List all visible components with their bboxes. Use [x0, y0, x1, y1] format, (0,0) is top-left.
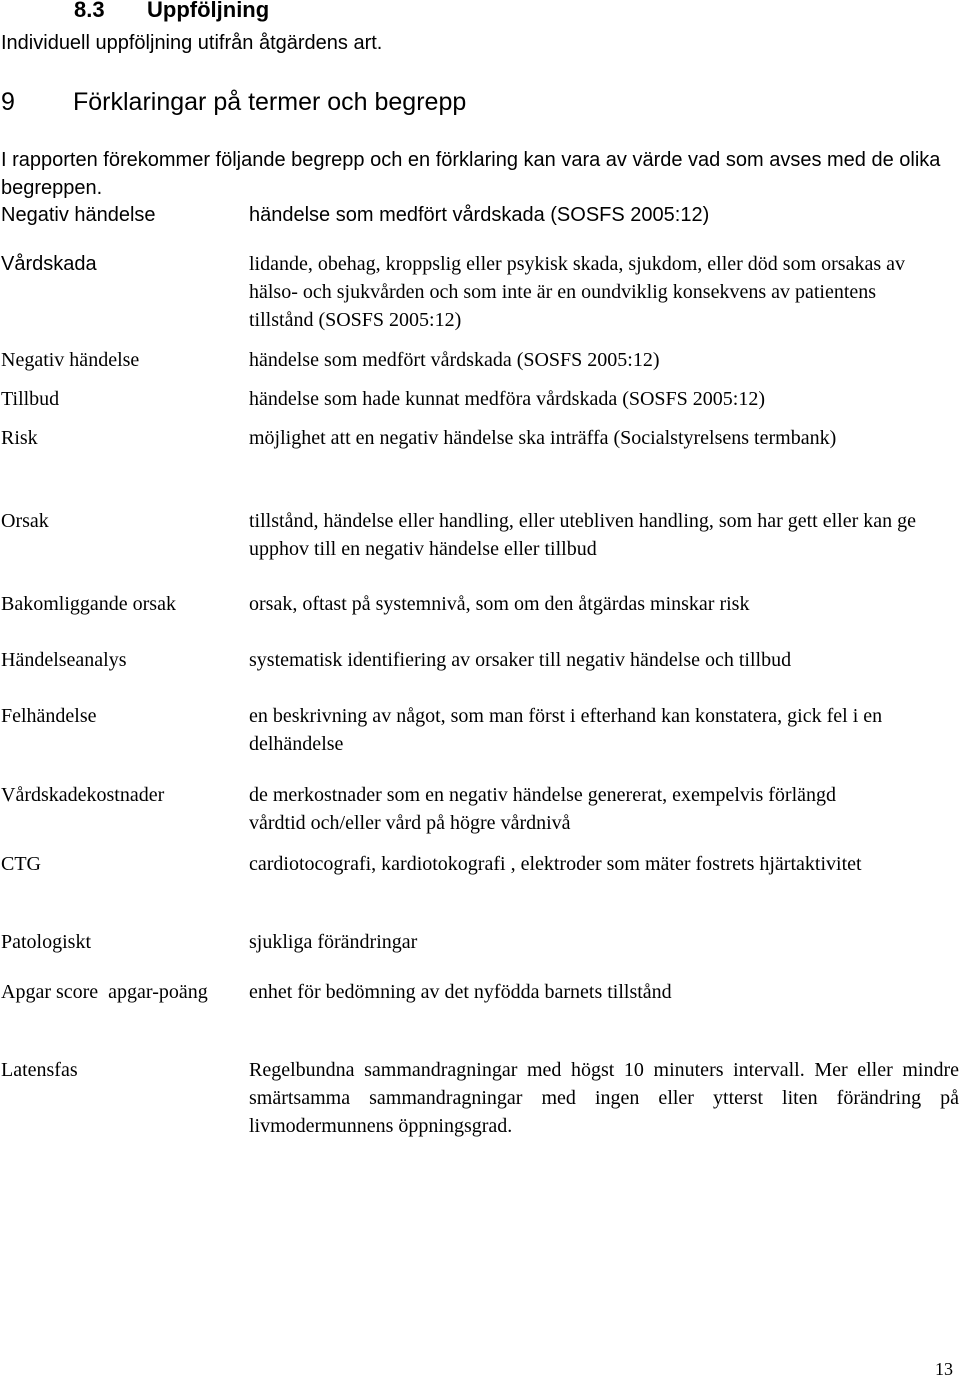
glossary-term: Patologiskt: [1, 931, 92, 953]
section-9-title: Förklaringar på termer och begrepp: [73, 88, 467, 116]
glossary-definition: sjukliga förändringar: [249, 931, 418, 953]
page-number: 13: [935, 1359, 953, 1379]
glossary-definition: cardiotocografi, kardiotokografi , elektroder som mäter fostrets hjärtaktivitet: [249, 853, 862, 875]
glossary-definition: Regelbundna sammandragningar med högst 10 minuters intervall. Mer eller mindre smärtsamma sammandragningar med ingen eller ytterst liten förändring på livmodermunnens öppningsgrad.: [249, 1059, 959, 1137]
glossary-definition: lidande, obehag, kroppslig eller psykisk skada, sjukdom, eller död som orsakas av hälso- och sjukvården och som inte är en oundviklig konsekvens av patientens tillstånd (SOSFS 2005:12): [249, 253, 905, 331]
glossary-term: Felhändelse: [1, 705, 97, 727]
glossary-term: Latensfas: [1, 1059, 78, 1081]
glossary-term: Bakomliggande orsak: [1, 593, 176, 615]
section-9-intro: I rapporten förekommer följande begrepp och en förklaring kan vara av värde vad som avses med de olika begreppen.: [1, 149, 941, 199]
glossary-definition: de merkostnader som en negativ händelse genererat, exempelvis förlängd vårdtid och/eller vård på högre vårdnivå: [249, 784, 837, 834]
glossary-term: Negativ händelse: [1, 204, 156, 226]
glossary-definition: händelse som hade kunnat medföra vårdskada (SOSFS 2005:12): [249, 388, 766, 410]
glossary-term: Tillbud: [1, 388, 60, 410]
section-9-number: 9: [1, 88, 15, 116]
glossary-term: Händelseanalys: [1, 649, 127, 671]
glossary-term: CTG: [1, 853, 41, 875]
glossary-term: Negativ händelse: [1, 349, 140, 371]
glossary-definition: en beskrivning av något, som man först i efterhand kan konstatera, gick fel i en delhändelse: [249, 705, 883, 755]
section-8-3-text: Individuell uppföljning utifrån åtgärdens art.: [1, 32, 383, 54]
glossary-term: Vårdskadekostnader: [1, 784, 165, 806]
glossary-definition: händelse som medfört vårdskada (SOSFS 2005:12): [249, 349, 660, 371]
glossary-term: Risk: [1, 427, 38, 449]
glossary-definition: enhet för bedömning av det nyfödda barnets tillstånd: [249, 981, 672, 1003]
glossary-definition: orsak, oftast på systemnivå, som om den åtgärdas minskar risk: [249, 593, 750, 615]
glossary-term: Orsak: [1, 510, 49, 532]
glossary-definition: möjlighet att en negativ händelse ska inträffa (Socialstyrelsens termbank): [249, 427, 837, 449]
section-8-3-number: 8.3: [74, 0, 105, 22]
glossary-definition: tillstånd, händelse eller handling, eller utebliven handling, som har gett eller kan ge upphov till en negativ händelse eller tillbud: [249, 510, 917, 560]
glossary-term: Vårdskada: [1, 253, 97, 275]
section-8-3-title: Uppföljning: [147, 0, 270, 22]
glossary-term: Apgar score apgar-poäng: [1, 981, 208, 1003]
glossary-definition: systematisk identifiering av orsaker till negativ händelse och tillbud: [249, 649, 792, 671]
glossary-definition: händelse som medfört vårdskada (SOSFS 2005:12): [249, 204, 710, 226]
